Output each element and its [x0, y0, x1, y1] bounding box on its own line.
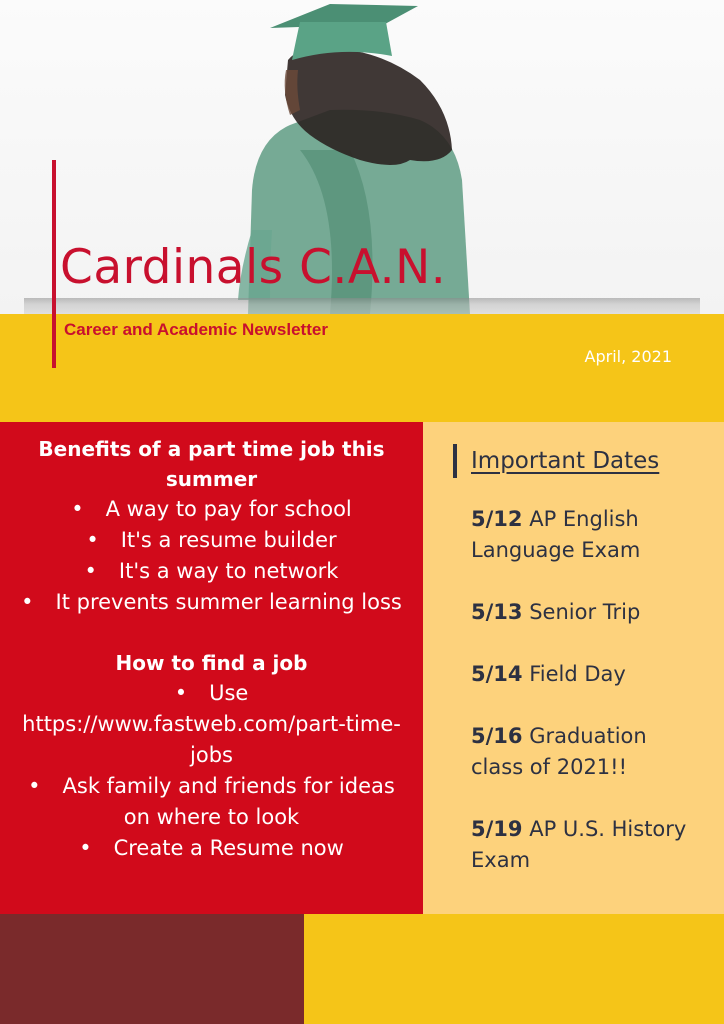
list-item: • Ask family and friends for ideas on where to look	[14, 771, 409, 833]
important-dates-panel	[423, 422, 724, 914]
date-item	[453, 814, 704, 876]
title-accent-bar	[52, 160, 56, 368]
find-job-heading: How to find a job	[115, 651, 308, 675]
date-label: 5/19	[471, 817, 523, 841]
job-info-panel	[0, 422, 423, 914]
benefits-list	[14, 494, 409, 618]
footer-block-maroon	[0, 914, 304, 1024]
list-item-fastweb-link[interactable]: • Use https://www.fastweb.com/part-time-jobs	[14, 678, 409, 771]
list-item: • It's a way to network	[14, 556, 409, 587]
date-item	[453, 659, 704, 690]
date-event: AP U.S. History Exam	[471, 817, 687, 872]
date-label: 5/12	[471, 507, 523, 531]
date-event: Field Day	[529, 662, 626, 686]
list-item: • Create a Resume now	[14, 833, 409, 864]
list-item: • It prevents summer learning loss	[14, 587, 409, 618]
date-event: Graduation class of 2021!!	[471, 724, 647, 779]
important-dates-header	[453, 444, 704, 478]
date-event: AP English Language Exam	[471, 507, 641, 562]
date-label: 5/16	[471, 724, 523, 748]
newsletter-subtitle: Career and Academic Newsletter	[64, 320, 328, 339]
benefits-heading: Benefits of a part time job this summer	[38, 437, 385, 491]
date-label: 5/13	[471, 600, 523, 624]
date-event: Senior Trip	[529, 600, 641, 624]
newsletter-title: Cardinals C.A.N.	[60, 240, 447, 295]
list-item: • It's a resume builder	[14, 525, 409, 556]
date-label: 5/14	[471, 662, 523, 686]
issue-date: April, 2021	[584, 347, 672, 366]
important-dates-title: Important Dates	[471, 448, 660, 474]
find-job-list	[14, 678, 409, 864]
list-item: • A way to pay for school	[14, 494, 409, 525]
date-item	[453, 504, 704, 566]
footer-block-yellow	[304, 914, 724, 1024]
date-item	[453, 597, 704, 628]
railing	[24, 298, 700, 314]
date-item	[453, 721, 704, 783]
dates-accent-bar	[453, 444, 457, 478]
